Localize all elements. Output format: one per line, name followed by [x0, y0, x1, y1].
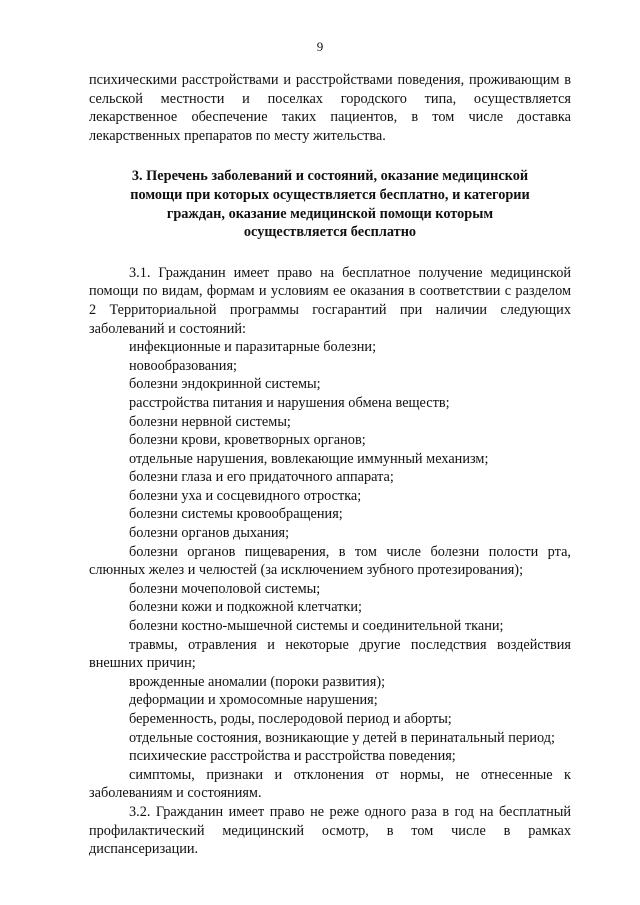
section-heading: 3. Перечень заболеваний и состояний, оказание медицинской помощи при которых осуществляется бесплатно, и категории граждан, оказание медицинской помощи которым осуществляется бесплатно	[130, 168, 530, 241]
list-item: болезни органов пищеварения, в том числе болезни полости рта, слюнных желез и челюстей (за исключением зубного протезирования);	[89, 543, 571, 579]
list-item: болезни системы кровообращения;	[129, 506, 343, 523]
list-item: болезни эндокринной системы;	[129, 376, 321, 393]
list-item: новообразования;	[129, 357, 237, 374]
list-item: болезни уха и сосцевидного отростка;	[129, 487, 362, 504]
document-body	[89, 71, 571, 859]
disease-list	[89, 338, 571, 803]
intro-paragraph: психическими расстройствами и расстройствами поведения, проживающим в сельской местности и поселках городского типа, осуществляется лекарственное обеспечение таких пациентов, в том числе доставка лекарственных препаратов по месту жительства.	[89, 72, 571, 144]
page-number: 9	[316, 39, 324, 54]
list-item: болезни органов дыхания;	[129, 525, 290, 542]
list-item: деформации и хромосомные нарушения;	[129, 692, 378, 709]
list-item: болезни крови, кроветворных органов;	[129, 432, 366, 449]
list-item: травмы, отравления и некоторые другие последствия воздействия внешних причин;	[89, 636, 571, 672]
clause-3-2: 3.2. Гражданин имеет право не реже одного раза в год на бесплатный профилактический медицинский осмотр, в том числе в рамках диспансеризации.	[89, 803, 571, 858]
list-item: болезни нервной системы;	[129, 413, 291, 430]
list-item: болезни кожи и подкожной клетчатки;	[129, 599, 362, 616]
list-item: болезни костно-мышечной системы и соединительной ткани;	[129, 618, 504, 635]
list-item: болезни глаза и его придаточного аппарата;	[129, 469, 394, 486]
list-item: инфекционные и паразитарные болезни;	[129, 339, 377, 356]
list-item: психические расстройства и расстройства поведения;	[129, 748, 456, 765]
list-item: болезни мочеполовой системы;	[129, 580, 321, 597]
list-item: беременность, роды, послеродовой период и аборты;	[129, 711, 452, 727]
list-item: отдельные нарушения, вовлекающие иммунный механизм;	[129, 450, 489, 467]
list-item: врожденные аномалии (пороки развития);	[129, 673, 386, 690]
list-item: отдельные состояния, возникающие у детей в перинатальный период;	[129, 729, 556, 746]
list-item: расстройства питания и нарушения обмена веществ;	[129, 394, 450, 411]
clause-3-1: 3.1. Гражданин имеет право на бесплатное получение медицинской помощи по видам, формам и условиям ее оказания в соответствии с разделом 2 Территориальной программы госгарантий при наличии следующих заболеваний и состояний:	[89, 264, 571, 337]
list-item: симптомы, признаки и отклонения от нормы, не отнесенные к заболеваниям и состояниям.	[89, 766, 571, 802]
